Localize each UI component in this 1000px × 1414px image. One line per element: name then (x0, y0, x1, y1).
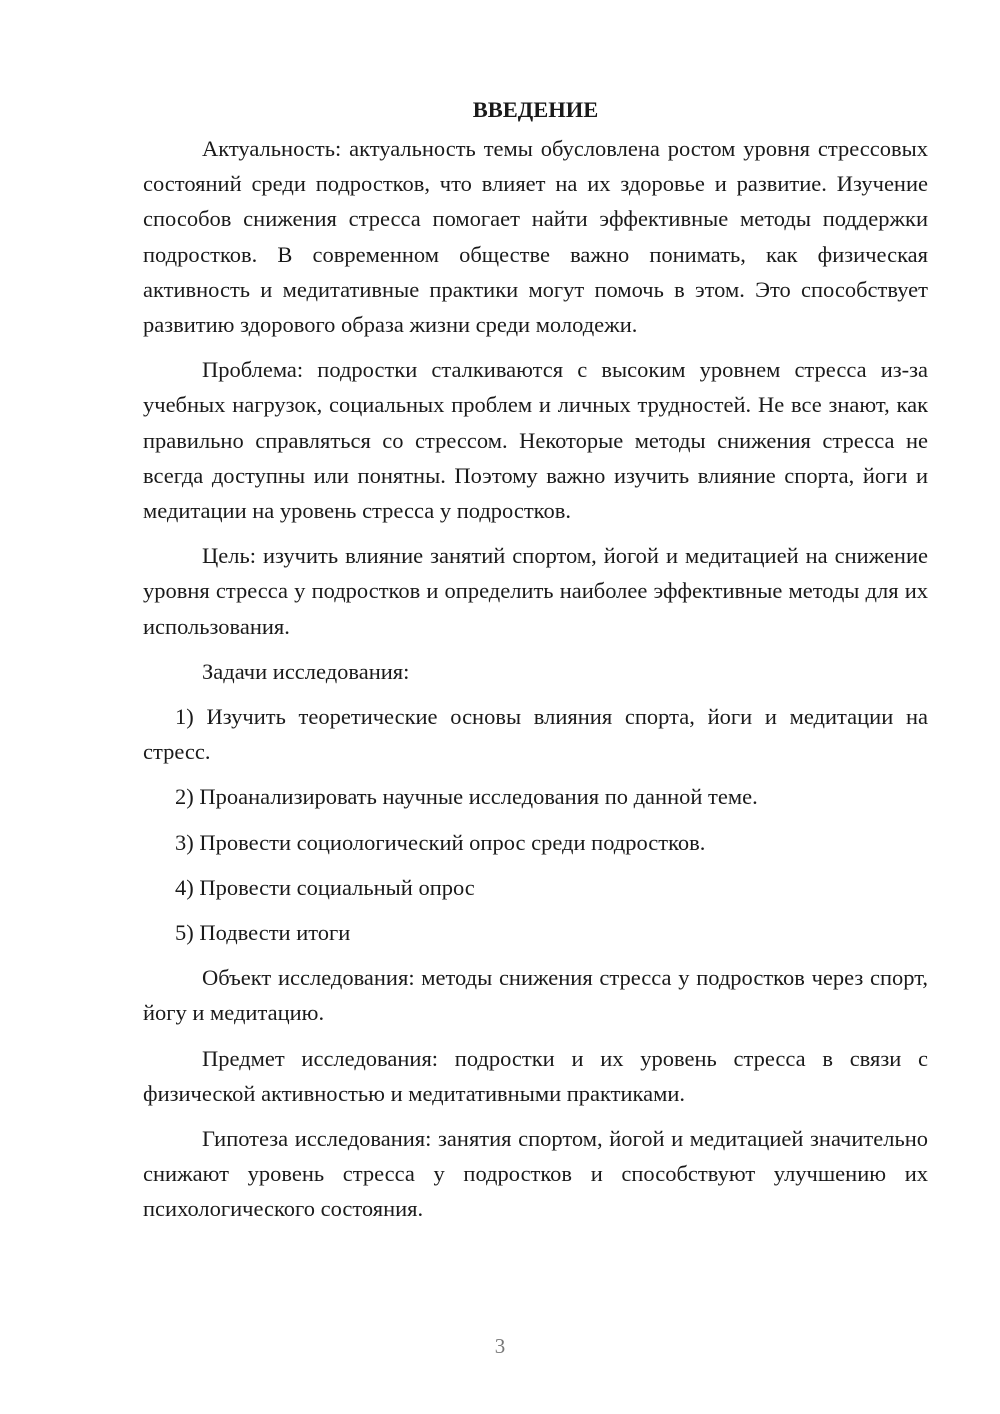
task-item-2: 2) Проанализировать научные исследования по данной теме. (175, 784, 758, 810)
task-item-4: 4) Провести социальный опрос (175, 874, 475, 900)
task-item-3: 3) Провести социологический опрос среди подростков. (175, 829, 706, 855)
task-item-5: 5) Подвести итоги (175, 920, 351, 946)
object-paragraph: Объект исследования: методы снижения стресса у подростков через спорт, йогу и медитацию. (143, 965, 928, 1026)
section-title: ВВЕДЕНИЕ (472, 97, 599, 122)
page-number: 3 (494, 1334, 506, 1358)
task-item-1: 1) Изучить теоретические основы влияния спорта, йоги и медитации на стресс. (143, 704, 928, 765)
tasks-heading: Задачи исследования: (202, 658, 410, 684)
subject-paragraph: Предмет исследования: подростки и их уровень стресса в связи с физической активностью и медитативными практиками. (143, 1045, 928, 1106)
document-page (143, 92, 928, 1237)
goal-paragraph: Цель: изучить влияние занятий спортом, йогой и медитацией на снижение уровня стресса у подростков и определить наиболее эффективные методы для их использования. (143, 543, 928, 639)
relevance-paragraph: Актуальность: актуальность темы обусловлена ростом уровня стрессовых состояний среди подростков, что влияет на их здоровье и развитие. Изучение способов снижения стресса помогает найти эффективные методы поддержки подростков. В современном обществе важно понимать, как физическая активность и медитативные практики могут помочь в этом. Это способствует развитию здорового образа жизни среди молодежи. (143, 136, 928, 338)
hypothesis-paragraph: Гипотеза исследования: занятия спортом, йогой и медитацией значительно снижают уровень стресса у подростков и способствуют улучшению их психологического состояния. (143, 1126, 928, 1222)
problem-paragraph: Проблема: подростки сталкиваются с высоким уровнем стресса из-за учебных нагрузок, социальных проблем и личных трудностей. Не все знают, как правильно справляться со стрессом. Некоторые методы снижения стресса не всегда доступны или понятны. Поэтому важно изучить влияние спорта, йоги и медитации на уровень стресса у подростков. (143, 357, 928, 524)
